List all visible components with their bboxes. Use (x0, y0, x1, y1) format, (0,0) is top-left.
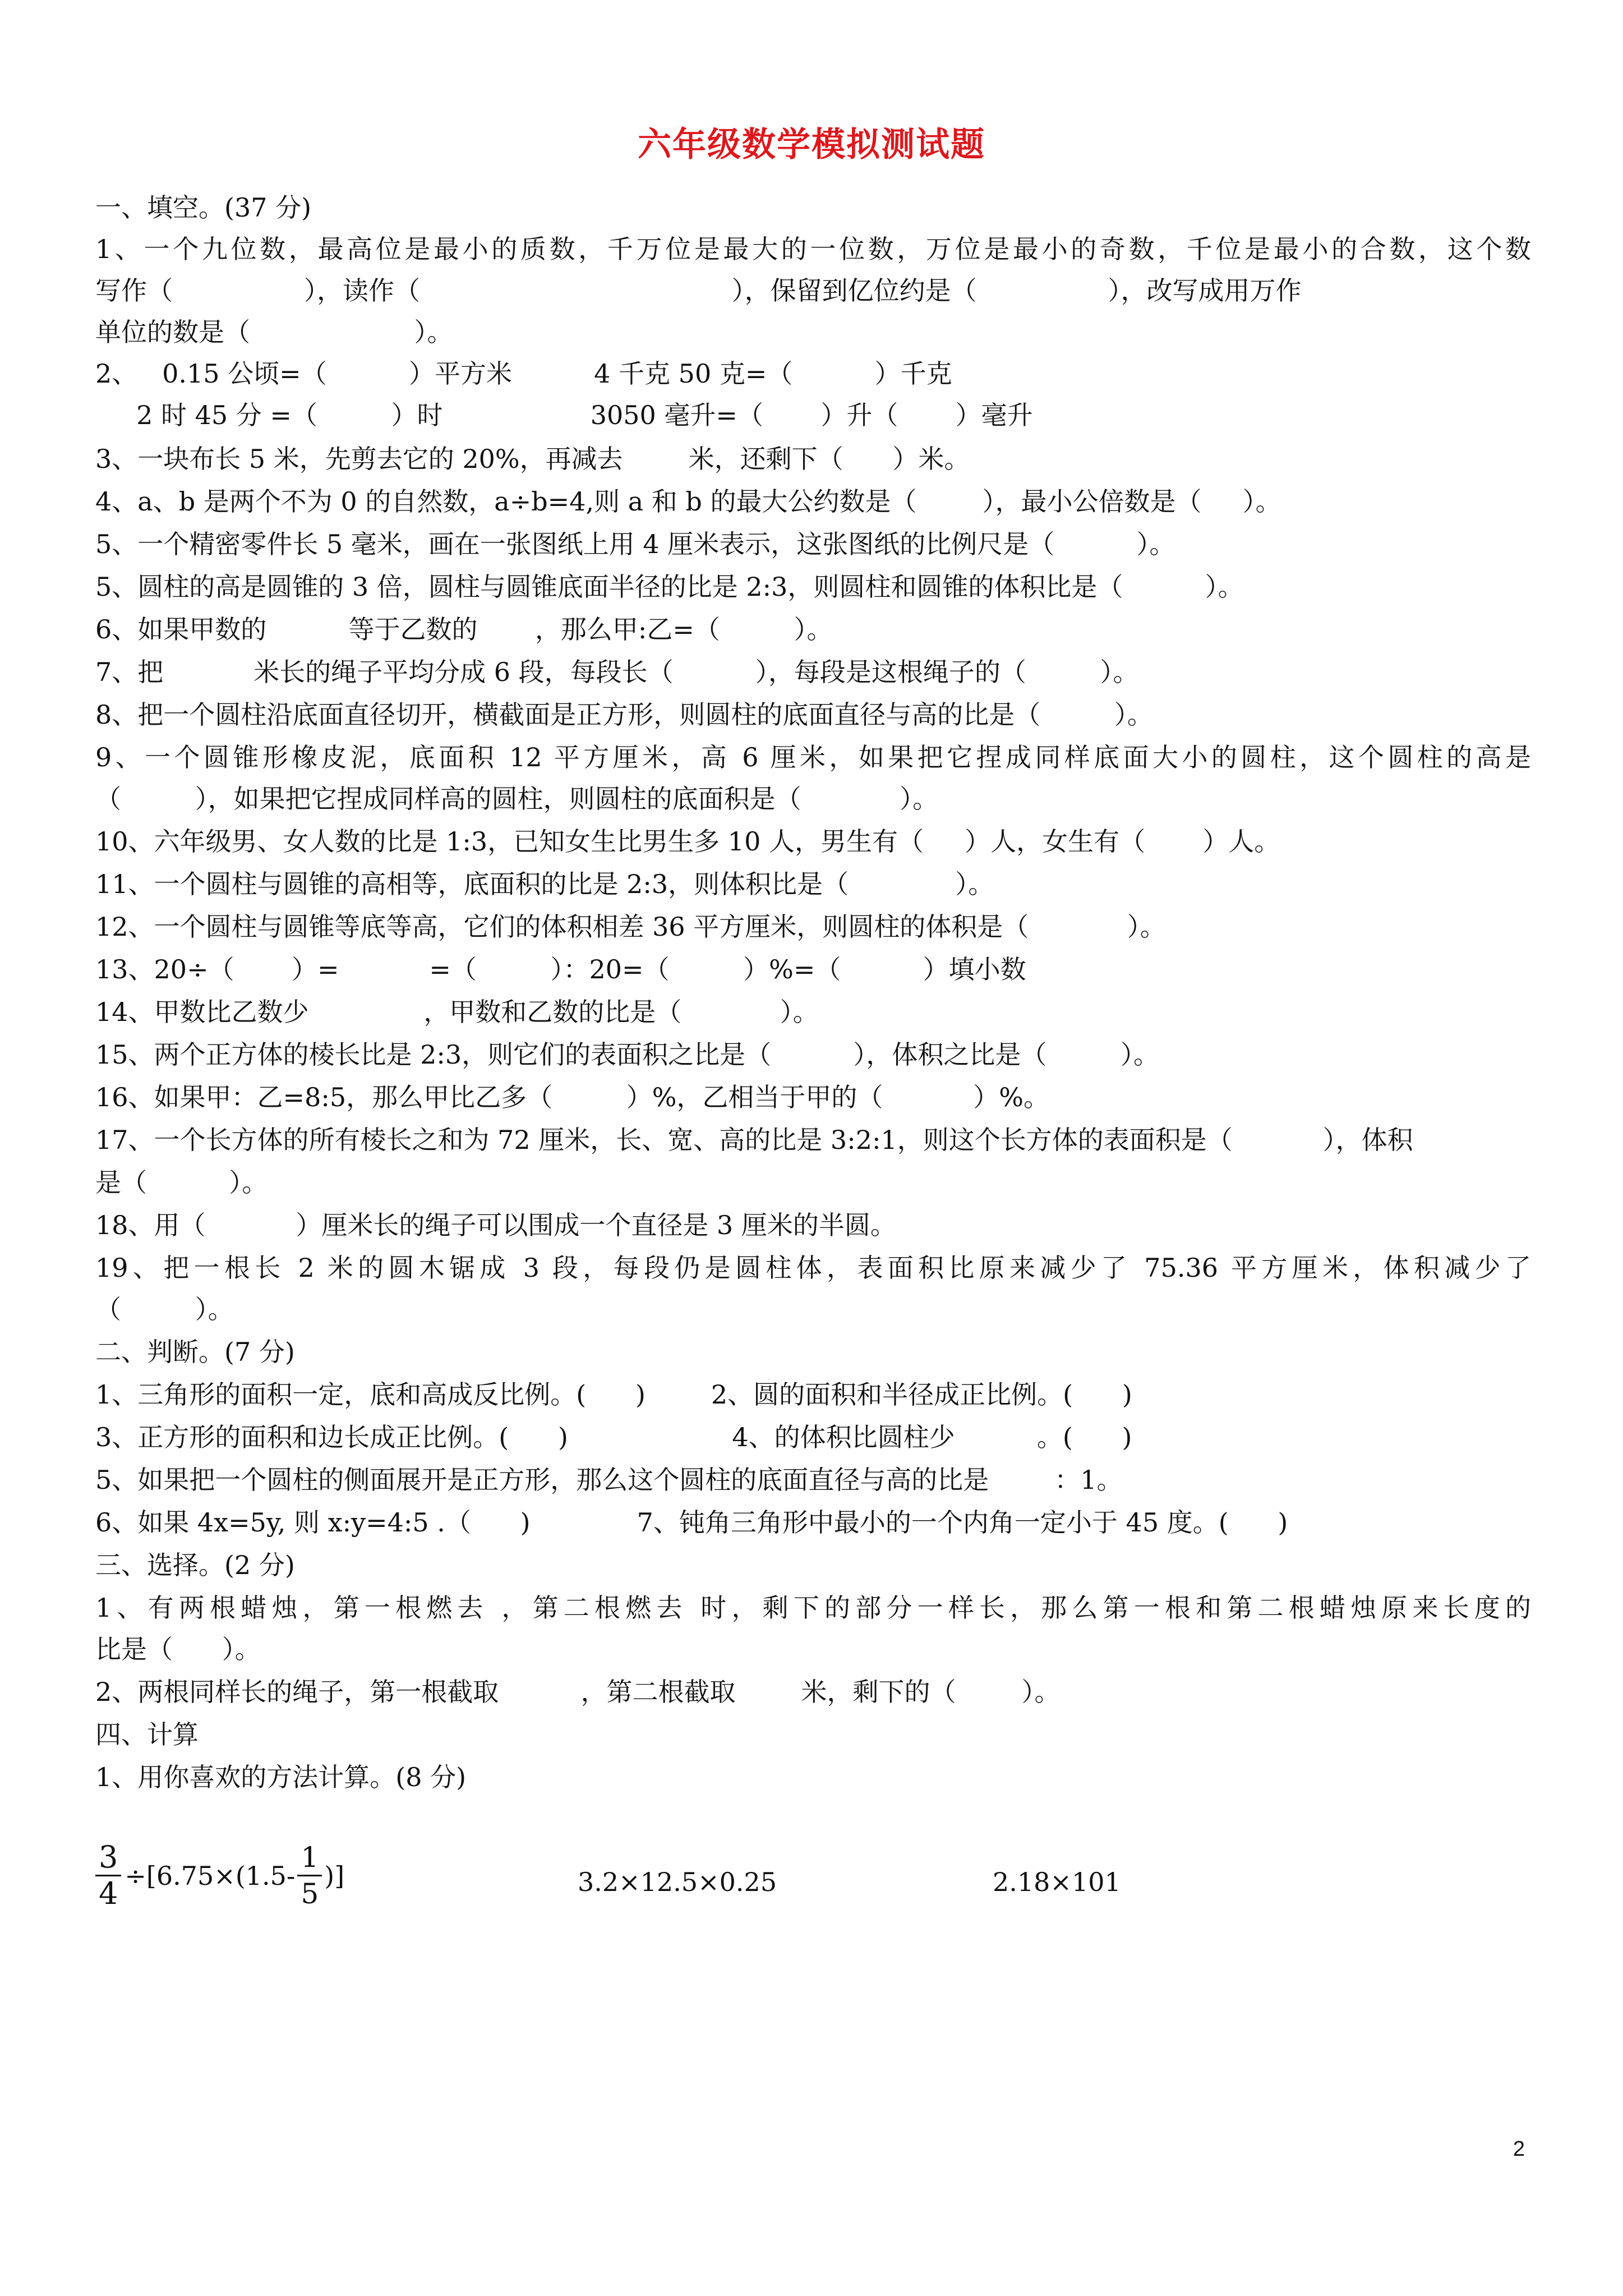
fraction-one-fifth: $\frac{1}{5}$ (297, 1840, 322, 1911)
question-line: 11、一个圆柱与圆锥的高相等，底面积的比是 2:3，则体积比是（ ）。 (95, 869, 994, 899)
question-line: 14、甲数比乙数少 ，甲数和乙数的比是（ ）。 (95, 997, 819, 1027)
question-line: （ ），如果把它捏成同样高的圆柱，则圆柱的底面积是（ ）。 (95, 784, 939, 814)
question-line: 5、一个精密零件长 5 毫米，画在一张图纸上用 4 厘米表示，这张图纸的比例尺是（ ）。 (95, 529, 1175, 559)
question-line: 18、用（ ）厘米长的绳子可以围成一个直径是 3 厘米的半圆。 (95, 1210, 896, 1240)
section-header-fill: 一、填空。(37 分) (95, 192, 312, 223)
question-line: 15、两个正方体的棱长比是 2:3，则它们的表面积之比是（ ），体积之比是（ ）。 (95, 1039, 1160, 1070)
question-line: 19、把一根长 2 米的圆木锯成 3 段，每段仍是圆柱体，表面积比原来减少了 75.36 平方厘米，体积减少了 (95, 1253, 1531, 1283)
question-line: 5、圆柱的高是圆锥的 3 倍，圆柱与圆锥底面半径的比是 2:3，则圆柱和圆锥的体积比是（ ）。 (95, 572, 1244, 602)
section-header-judge: 二、判断。(7 分) (95, 1337, 295, 1367)
question-line: 7、把 米长的绳子平均分成 6 段，每段长（ ），每段是这根绳子的（ ）。 (95, 657, 1139, 687)
question-line: 8、把一个圆柱沿底面直径切开，横截面是正方形，则圆柱的底面直径与高的比是（ ）。 (95, 700, 1153, 730)
question-line: 2 时 45 分 =（ ）时 3050 毫升=（ ）升（ ）毫升 (95, 400, 1033, 430)
section-header-choice: 三、选择。(2 分) (95, 1550, 295, 1580)
fraction-three-quarters: $\frac{3}{4}$ (95, 1840, 121, 1911)
page-number: 2 (1513, 2137, 1525, 2161)
question-line: 17、一个长方体的所有棱长之和为 72 厘米，长、宽、高的比是 3:2:1，则这个长方体的表面积是（ ），体积 (95, 1125, 1413, 1155)
question-line: 4、a、b 是两个不为 0 的自然数，a÷b=4,则 a 和 b 的最大公约数是（ ），最小公倍数是（ ）。 (95, 486, 1281, 517)
question-line: 3、一块布长 5 米，先剪去它的 20%，再减去 米，还剩下（ ）米。 (95, 444, 970, 474)
question-line: 比是（ ）。 (95, 1634, 261, 1664)
section-header-calc: 四、计算 (95, 1719, 199, 1750)
expression-text: ÷[6.75×(1.5- (125, 1860, 296, 1891)
question-line: 10、六年级男、女人数的比是 1:3，已知女生比男生多 10 人，男生有（ ）人，女生有（ ）人。 (95, 826, 1280, 857)
question-line: 2、 0.15 公顷=（ ）平方米 4 千克 50 克=（ ）千克 (95, 358, 952, 389)
question-line: 12、一个圆柱与圆锥等底等高，它们的体积相差 36 平方厘米，则圆柱的体积是（ ）。 (95, 912, 1166, 942)
question-line: （ ）。 (95, 1294, 234, 1324)
question-line: 6、如果甲数的 等于乙数的 ，那么甲:乙=（ ）。 (95, 614, 833, 645)
question-line: 1、用你喜欢的方法计算。(8 分) (95, 1762, 467, 1792)
calc-expression-2: 3.2×12.5×0.25 (578, 1867, 777, 1897)
question-line: 写作（ ），读作（ ），保留到亿位约是（ ），改写成用万作 (95, 275, 1302, 306)
calc-expression-1 (95, 1840, 344, 1911)
calc-expression-3: 2.18×101 (993, 1867, 1121, 1897)
question-line: 是（ ）。 (95, 1167, 268, 1198)
question-line: 1、有两根蜡烛，第一根燃去 ，第二根燃去 时，剩下的部分一样长，那么第一根和第二根蜡烛原来长度的 (95, 1593, 1531, 1623)
question-line: 3、正方形的面积和边长成正比例。( ) 4、的体积比圆柱少 。( ) (95, 1422, 1132, 1452)
question-line: 1、一个九位数，最高位是最小的质数，千万位是最大的一位数，万位是最小的奇数，千位是最小的合数，这个数 (95, 234, 1531, 264)
question-line: 6、如果 4x=5y, 则 x:y=4:5 .（ ) 7、钝角三角形中最小的一个内角一定小于 45 度。( ) (95, 1507, 1288, 1538)
question-line: 16、如果甲：乙=8:5，那么甲比乙多（ ）%，乙相当于甲的（ ）%。 (95, 1082, 1049, 1112)
question-line: 5、如果把一个圆柱的侧面展开是正方形，那么这个圆柱的底面直径与高的比是 ：1。 (95, 1465, 1123, 1495)
question-line: 2、两根同样长的绳子，第一根截取 ，第二根截取 米，剩下的（ ）。 (95, 1677, 1061, 1707)
question-line: 1、三角形的面积一定，底和高成反比例。( ) 2、圆的面积和半径成正比例。( ) (95, 1379, 1132, 1410)
question-line: 单位的数是（ ）。 (95, 317, 453, 347)
expression-text: )] (324, 1860, 345, 1891)
page-title: 六年级数学模拟测试题 (638, 125, 985, 164)
question-line: 9、一个圆锥形橡皮泥，底面积 12 平方厘米，高 6 厘米，如果把它捏成同样底面大小的圆柱，这个圆柱的高是 (95, 742, 1531, 772)
question-line: 13、20÷（ ）= =（ ）：20=（ ）%=（ ）填小数 (95, 954, 1026, 984)
